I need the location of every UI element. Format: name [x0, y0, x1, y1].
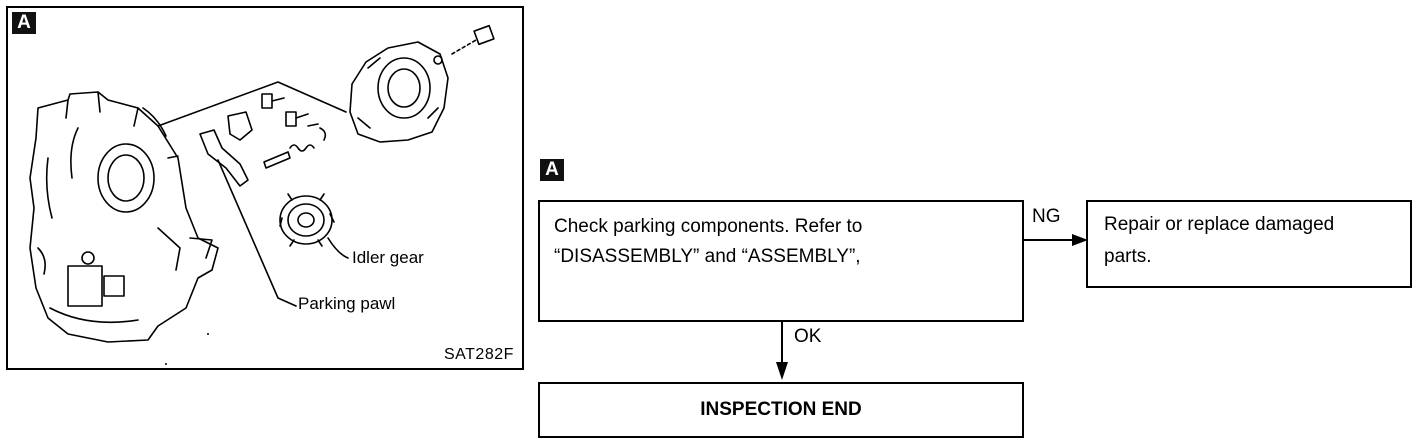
shaft-pin [264, 152, 290, 168]
transmission-case [30, 92, 218, 342]
inspection-end-label: INSPECTION END [700, 399, 862, 420]
ng-arrow [1022, 232, 1092, 248]
ok-label: OK [794, 326, 822, 347]
parking-pawl-label: Parking pawl [298, 294, 396, 313]
ng-label: NG [1032, 206, 1061, 227]
ok-arrow [774, 320, 790, 382]
repair-step-line2: parts. [1104, 246, 1152, 267]
repair-step-box [1086, 200, 1412, 288]
idler-gear-label: Idler gear [352, 248, 424, 267]
actuator-support [228, 112, 252, 140]
bolt [474, 26, 494, 45]
figure-tag: A [12, 12, 36, 34]
rear-cover [350, 42, 448, 142]
flowchart-tag: A [540, 159, 564, 181]
transaxle-drawing [8, 8, 524, 370]
dot-marks [165, 333, 209, 365]
figure-code: SAT282F [444, 346, 514, 363]
check-step-box [538, 200, 1024, 322]
parts-illustration [6, 6, 524, 370]
idler-gear-part [280, 194, 334, 246]
check-step-line1: Check parking components. Refer to [554, 216, 863, 237]
check-step-line2: “DISASSEMBLY” and “ASSEMBLY”, [554, 246, 861, 267]
repair-step-line1: Repair or replace damaged [1104, 214, 1335, 235]
inspection-end-box [538, 382, 1024, 438]
return-spring [290, 145, 314, 151]
